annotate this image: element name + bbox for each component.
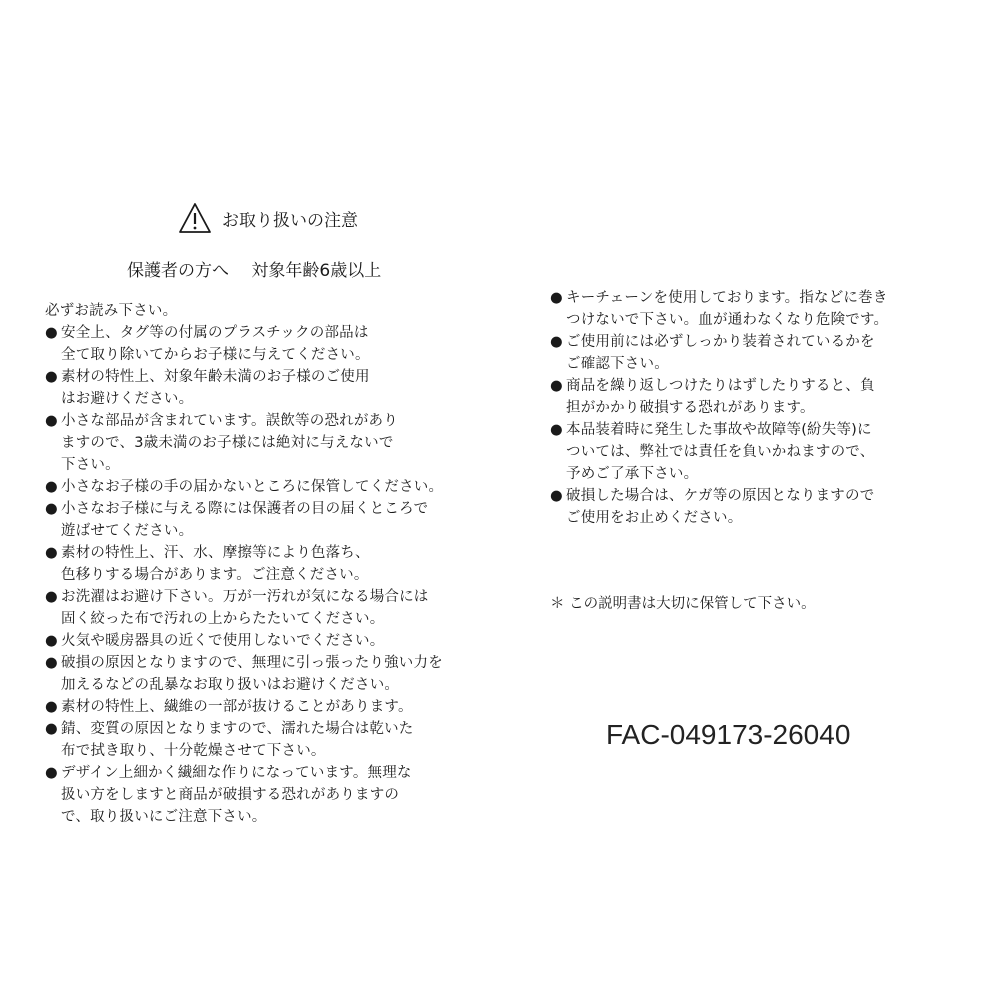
caution-text: 火気や暖房器具の近くで使用しないでください。 xyxy=(61,633,385,649)
caution-item xyxy=(45,696,485,718)
caution-line xyxy=(45,498,485,520)
caution-line xyxy=(550,419,950,441)
product-code: FAC-049173-26040 xyxy=(606,719,851,750)
caution-text: 予めご了承下さい。 xyxy=(566,466,699,482)
target-age-notice: 保護者の方へ 対象年齢6歳以上 xyxy=(127,261,382,281)
caution-text: 下さい。 xyxy=(61,457,120,473)
caution-line xyxy=(45,784,485,806)
bullet-icon: ● xyxy=(45,413,58,429)
right-caution-list xyxy=(550,287,950,529)
caution-line xyxy=(45,542,485,564)
bullet-icon: ● xyxy=(45,699,58,715)
caution-line xyxy=(45,762,485,784)
bullet-icon: ● xyxy=(45,721,58,737)
caution-item xyxy=(45,410,485,476)
caution-line xyxy=(45,740,485,762)
caution-text: 錆、変質の原因となりますので、濡れた場合は乾いた xyxy=(61,721,414,737)
caution-text: ますので、3歳未満のお子様には絶対に与えないで xyxy=(61,435,394,451)
caution-line xyxy=(550,309,950,331)
caution-text: 全て取り除いてからお子様に与えてください。 xyxy=(61,347,370,363)
caution-line xyxy=(45,520,485,542)
caution-line xyxy=(45,564,485,586)
caution-text: お洗濯はお避け下さい。万が一汚れが気になる場合には xyxy=(61,589,429,605)
caution-text: 扱い方をしますと商品が破損する恐れがありますの xyxy=(61,787,400,803)
caution-line xyxy=(45,366,485,388)
read-first-notice: 必ずお読み下さい。 xyxy=(45,303,178,319)
caution-text: はお避けください。 xyxy=(61,391,194,407)
bullet-icon: ● xyxy=(550,422,563,438)
bullet-icon: ● xyxy=(45,655,58,671)
caution-text: 素材の特性上、対象年齢未満のお子様のご使用 xyxy=(61,369,370,385)
caution-line xyxy=(45,696,485,718)
caution-text: 小さな部品が含まれています。誤飲等の恐れがあり xyxy=(61,413,398,429)
caution-text: 加えるなどの乱暴なお取り扱いはお避けください。 xyxy=(61,677,400,693)
caution-line xyxy=(45,718,485,740)
caution-text: 本品装着時に発生した事故や故障等(紛失等)に xyxy=(566,422,872,438)
bullet-icon: ● xyxy=(45,545,58,561)
bullet-icon: ● xyxy=(45,479,58,495)
caution-line xyxy=(45,630,485,652)
bullet-icon: ● xyxy=(45,501,58,517)
caution-item xyxy=(550,287,950,331)
caution-line xyxy=(45,344,485,366)
caution-text: で、取り扱いにご注意下さい。 xyxy=(61,809,267,825)
caution-line xyxy=(550,441,950,463)
caution-text: 破損した場合は、ケガ等の原因となりますので xyxy=(566,488,875,504)
caution-line xyxy=(45,586,485,608)
caution-item xyxy=(45,322,485,366)
caution-item xyxy=(45,652,485,696)
caution-item xyxy=(550,419,950,485)
caution-text: 素材の特性上、汗、水、摩擦等により色落ち、 xyxy=(61,545,370,561)
header-title xyxy=(178,200,358,236)
bullet-icon: ● xyxy=(550,290,563,306)
caution-text: 破損の原因となりますので、無理に引っ張ったり強い力を xyxy=(61,655,443,671)
warning-triangle-icon xyxy=(178,202,212,234)
page-title: お取り扱いの注意 xyxy=(222,210,358,231)
caution-text: 遊ばせてください。 xyxy=(61,523,194,539)
bullet-icon: ● xyxy=(550,334,563,350)
caution-item xyxy=(45,542,485,586)
caution-text: 色移りする場合があります。ご注意ください。 xyxy=(61,567,369,583)
caution-line xyxy=(550,485,950,507)
bullet-icon: ● xyxy=(45,589,58,605)
caution-text: 小さなお子様に与える際には保護者の目の届くところで xyxy=(61,501,429,517)
caution-line xyxy=(45,476,485,498)
left-caution-list xyxy=(45,322,485,828)
caution-item xyxy=(45,498,485,542)
caution-item xyxy=(550,331,950,375)
caution-line xyxy=(45,454,485,476)
bullet-icon: ● xyxy=(45,765,58,781)
caution-line xyxy=(550,287,950,309)
caution-line xyxy=(550,397,950,419)
bullet-icon: ● xyxy=(45,633,58,649)
caution-item xyxy=(550,375,950,419)
caution-text: デザイン上細かく繊細な作りになっています。無理な xyxy=(61,765,412,781)
bullet-icon: ● xyxy=(550,488,563,504)
caution-line xyxy=(45,806,485,828)
caution-text: ご使用前には必ずしっかり装着されているかを xyxy=(566,334,875,350)
caution-text: つけないで下さい。血が通わなくなり危険です。 xyxy=(566,312,889,328)
caution-text: キーチェーンを使用しております。指などに巻き xyxy=(566,290,888,306)
caution-text: ついては、弊社では責任を負いかねますので、 xyxy=(566,444,875,460)
caution-text: 素材の特性上、繊維の一部が抜けることがあります。 xyxy=(61,699,413,715)
caution-item xyxy=(45,762,485,828)
caution-line xyxy=(45,322,485,344)
right-caution-column xyxy=(550,287,950,529)
caution-text: ご使用をお止めください。 xyxy=(566,510,743,526)
caution-item xyxy=(45,630,485,652)
caution-line xyxy=(550,353,950,375)
caution-item xyxy=(45,718,485,762)
caution-line xyxy=(550,331,950,353)
caution-item xyxy=(550,485,950,529)
caution-text: 小さなお子様の手の届かないところに保管してください。 xyxy=(61,479,444,495)
caution-line xyxy=(45,410,485,432)
caution-text: 布で拭き取り、十分乾燥させて下さい。 xyxy=(61,743,326,759)
caution-line xyxy=(45,388,485,410)
caution-line xyxy=(45,608,485,630)
caution-item xyxy=(45,586,485,630)
caution-text: 商品を繰り返しつけたりはずしたりすると、負 xyxy=(566,378,875,394)
caution-line xyxy=(550,507,950,529)
caution-line xyxy=(550,375,950,397)
bullet-icon: ● xyxy=(45,369,58,385)
caution-line xyxy=(45,652,485,674)
caution-line xyxy=(45,674,485,696)
caution-text: 安全上、タグ等の付属のプラスチックの部品は xyxy=(61,325,369,341)
left-caution-column xyxy=(45,300,485,828)
caution-text: 担がかかり破損する恐れがあります。 xyxy=(566,400,815,416)
caution-item xyxy=(45,366,485,410)
caution-line xyxy=(45,432,485,454)
caution-text: ご確認下さい。 xyxy=(566,356,669,372)
bullet-icon: ● xyxy=(550,378,563,394)
caution-item xyxy=(45,476,485,498)
bullet-icon: ● xyxy=(45,325,58,341)
caution-line xyxy=(550,463,950,485)
caution-text: 固く絞った布で汚れの上からたたいてください。 xyxy=(61,611,385,627)
keep-manual-note: ＊ この説明書は大切に保管して下さい。 xyxy=(550,596,816,612)
